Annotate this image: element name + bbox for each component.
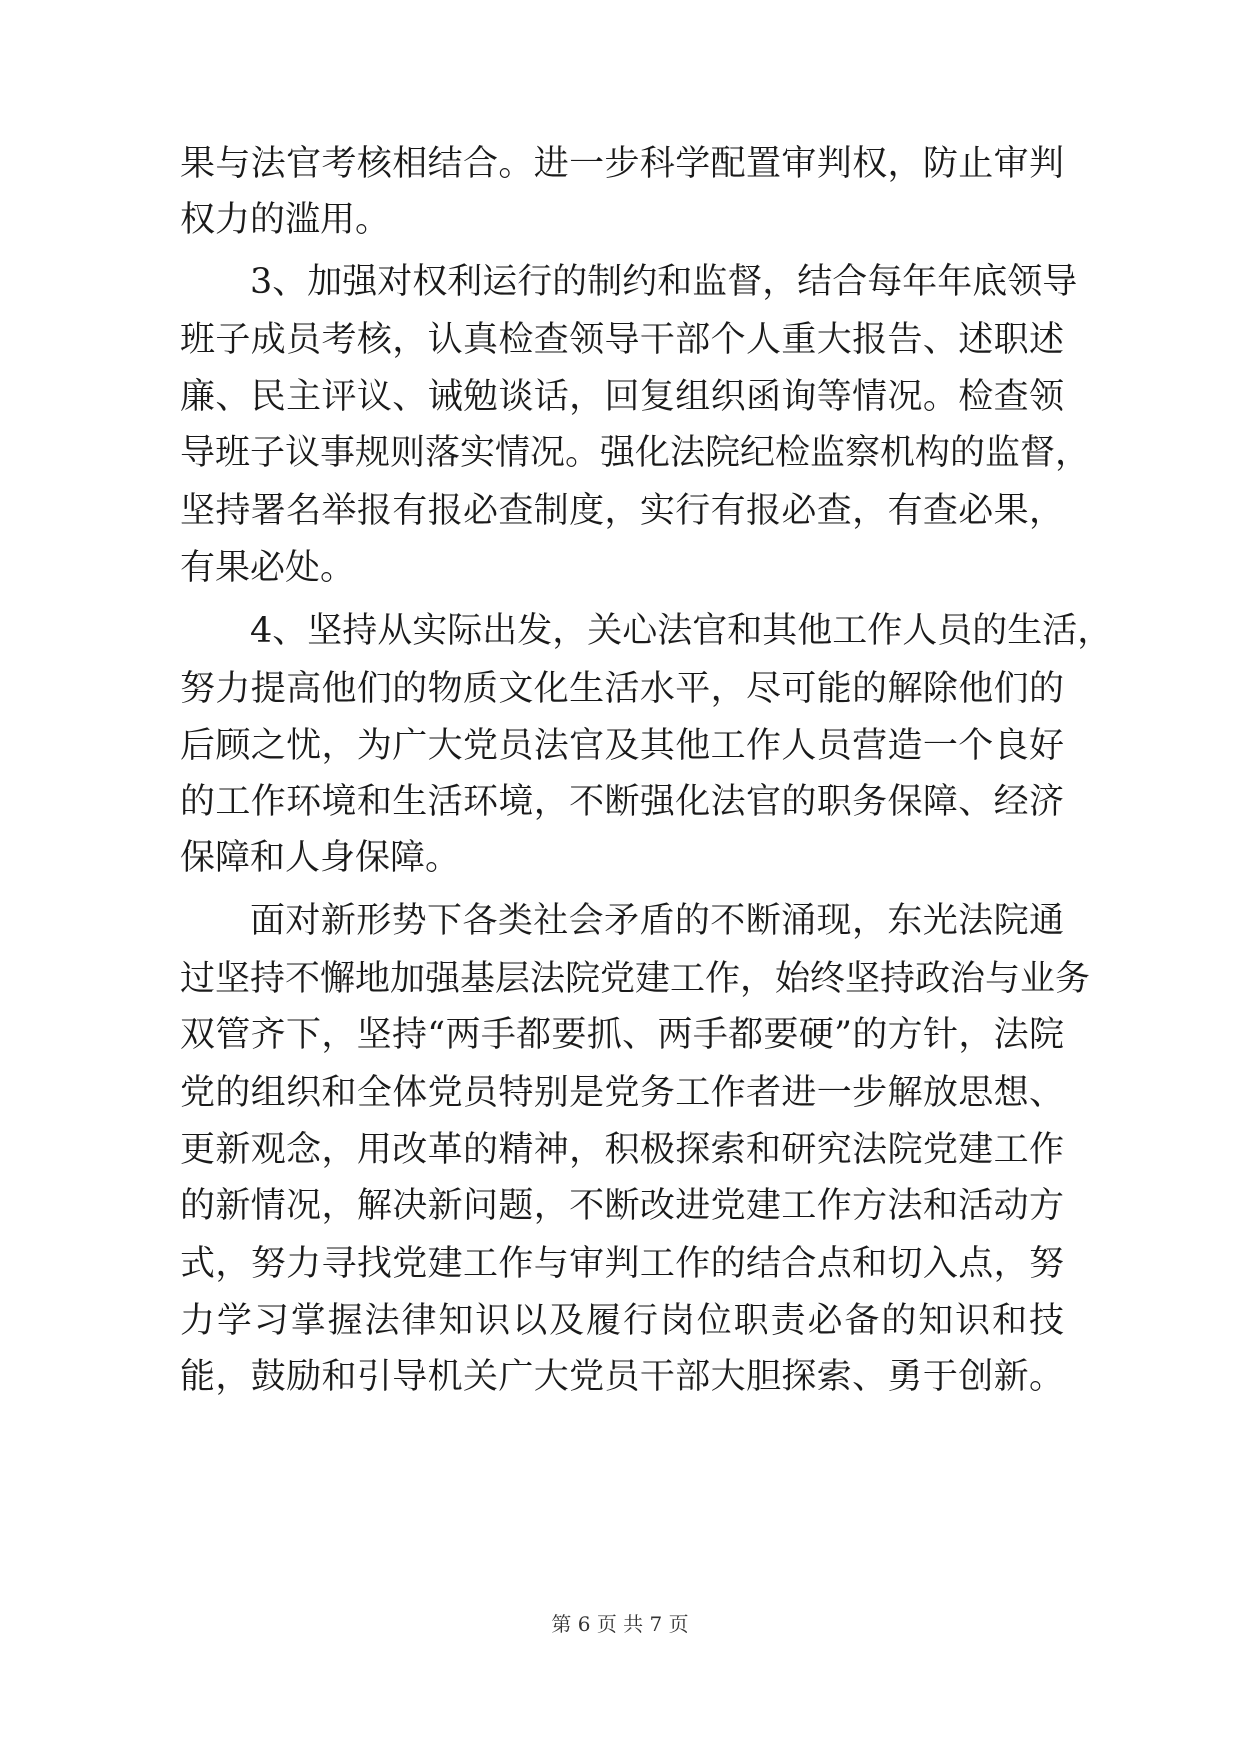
- text-line: 党的组织和全体党员特别是党务工作者进一步解放思想、: [180, 1073, 1064, 1113]
- text-line: 班子成员考核，认真检查领导干部个人重大报告、述职述: [180, 320, 1064, 360]
- text-line: 4、坚持从实际出发，关心法官和其他工作人员的生活，: [250, 611, 1113, 651]
- text-line: 坚持署名举报有报必查制度，实行有报必查，有查必果，: [180, 491, 1064, 531]
- text-line: 的工作环境和生活环境，不断强化法官的职务保障、经济: [180, 782, 1064, 822]
- text-line: 有果必处。: [180, 548, 356, 588]
- text-line: 保障和人身保障。: [180, 838, 461, 878]
- text-line: 3、加强对权利运行的制约和监督，结合每年年底领导: [250, 262, 1078, 302]
- text-line: 后顾之忧，为广大党员法官及其他工作人员营造一个良好: [180, 726, 1064, 766]
- text-line: 更新观念，用改革的精神，积极探索和研究法院党建工作: [180, 1130, 1064, 1170]
- text-line: 双管齐下，坚持“两手都要抓、两手都要硬”的方针，法院: [180, 1015, 1064, 1055]
- text-line: 努力提高他们的物质文化生活水平，尽可能的解除他们的: [180, 669, 1064, 709]
- text-line: 过坚持不懈地加强基层法院党建工作，始终坚持政治与业务: [180, 959, 1091, 999]
- text-line: 面对新形势下各类社会矛盾的不断涌现，东光法院通: [250, 901, 1064, 941]
- text-line: 能，鼓励和引导机关广大党员干部大胆探索、勇于创新。: [180, 1357, 1064, 1397]
- text-line: 力学习掌握法律知识以及履行岗位职责必备的知识和技: [180, 1301, 1064, 1341]
- text-line: 的新情况，解决新问题，不断改进党建工作方法和活动方: [180, 1186, 1064, 1226]
- page-number-footer: 第 6 页 共 7 页: [551, 1612, 689, 1636]
- text-line: 式，努力寻找党建工作与审判工作的结合点和切入点，努: [180, 1244, 1064, 1284]
- text-line: 导班子议事规则落实情况。强化法院纪检监察机构的监督，: [180, 433, 1091, 473]
- text-line: 权力的滥用。: [180, 200, 391, 240]
- text-line: 果与法官考核相结合。进一步科学配置审判权，防止审判: [180, 144, 1064, 184]
- text-line: 廉、民主评议、诫勉谈话，回复组织函询等情况。检查领: [180, 377, 1064, 417]
